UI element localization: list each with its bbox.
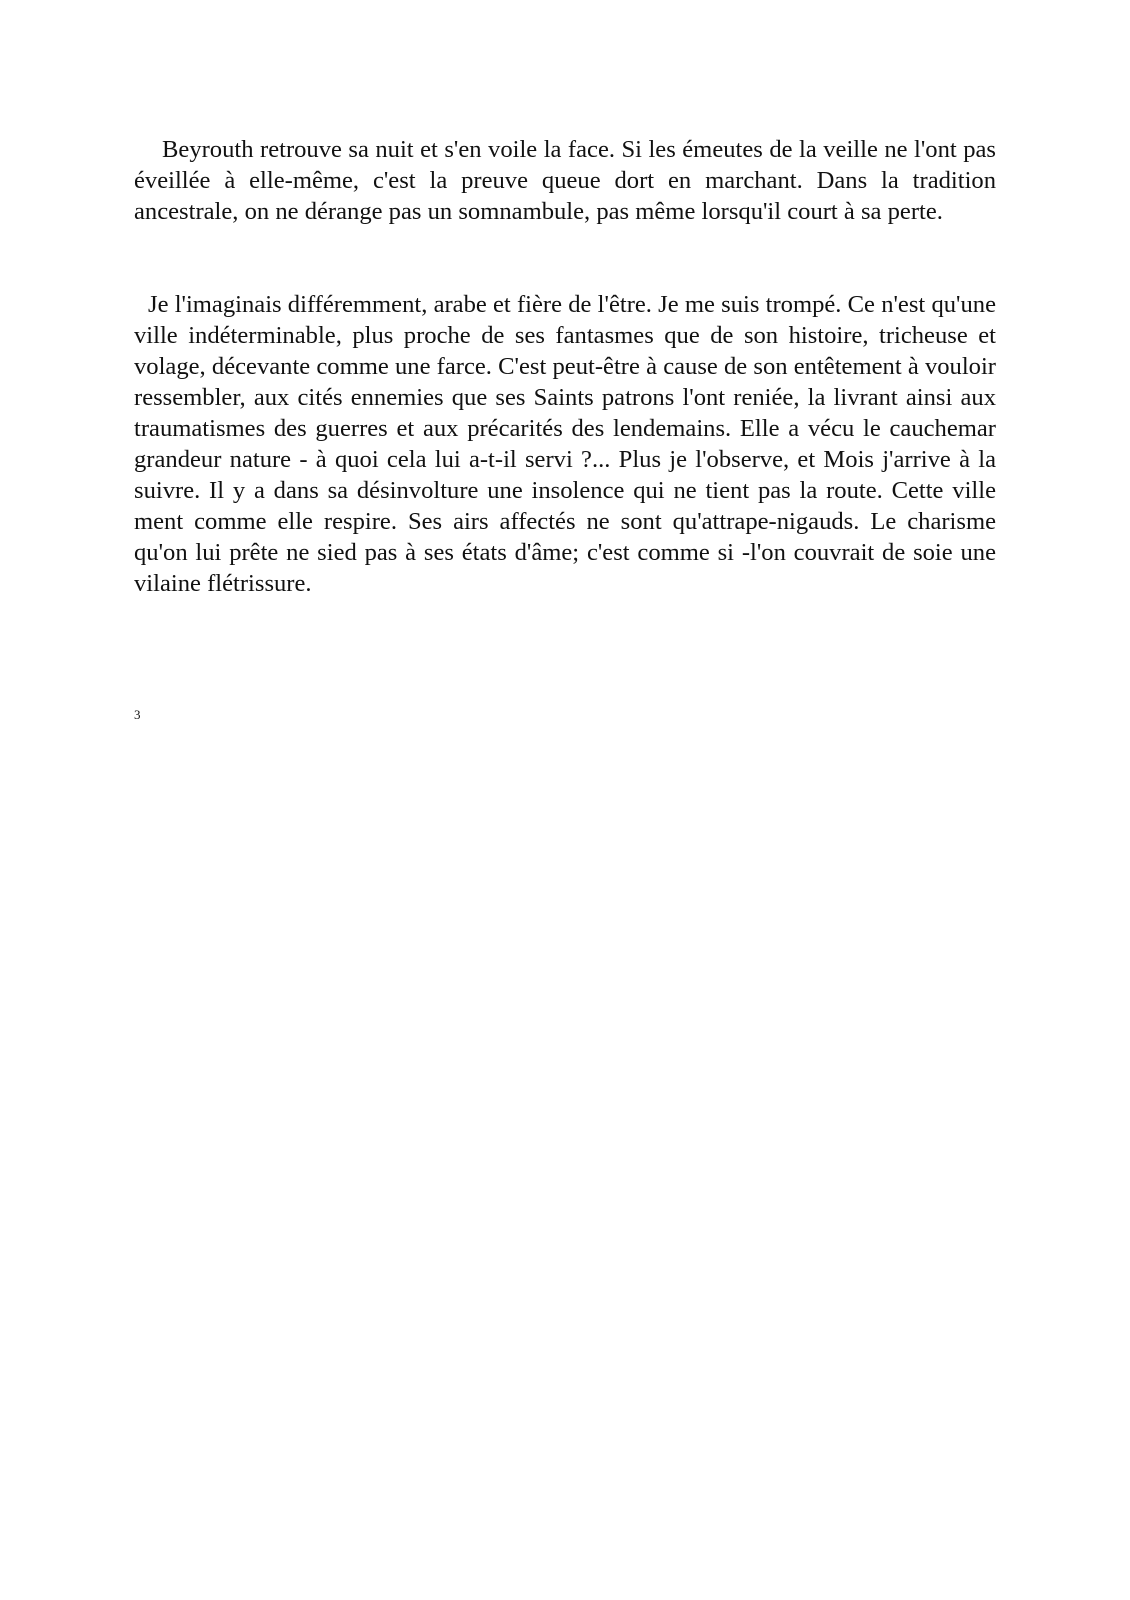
paragraph-1: Beyrouth retrouve sa nuit et s'en voile la face. Si les émeutes de la veille ne l'ont pas éveillée à elle-même, c'est la preuve queue dort en marchant. Dans la tradition ancestrale, on ne dérange pas un somnambule, pas même lorsqu'il court à sa perte. <box>134 136 996 225</box>
page-number: 3 <box>134 707 141 722</box>
paragraph-2: Je l'imaginais différemment, arabe et fière de l'être. Je me suis trompé. Ce n'est qu'une ville indéterminable, plus proche de ses fantasmes que de son histoire, tricheuse et volage, décevante comme une farce. C'est peut-être à cause de son entêtement à vouloir ressembler, aux cités ennemies que ses Saints patrons l'ont reniée, la livrant ainsi aux traumatismes des guerres et aux précarités des lendemains. Elle a vécu le cauchemar grandeur nature - à quoi cela lui a-t-il servi ?... Plus je l'observe, et Mois j'arrive à la suivre. Il y a dans sa désinvolture une insolence qui ne tient pas la route. Cette ville ment comme elle respire. Ses airs affectés ne sont qu'attrape-nigauds. Le charisme qu'on lui prête ne sied pas à ses états d'âme; c'est comme si -l'on couvrait de soie une vilaine flétrissure. <box>134 291 996 597</box>
